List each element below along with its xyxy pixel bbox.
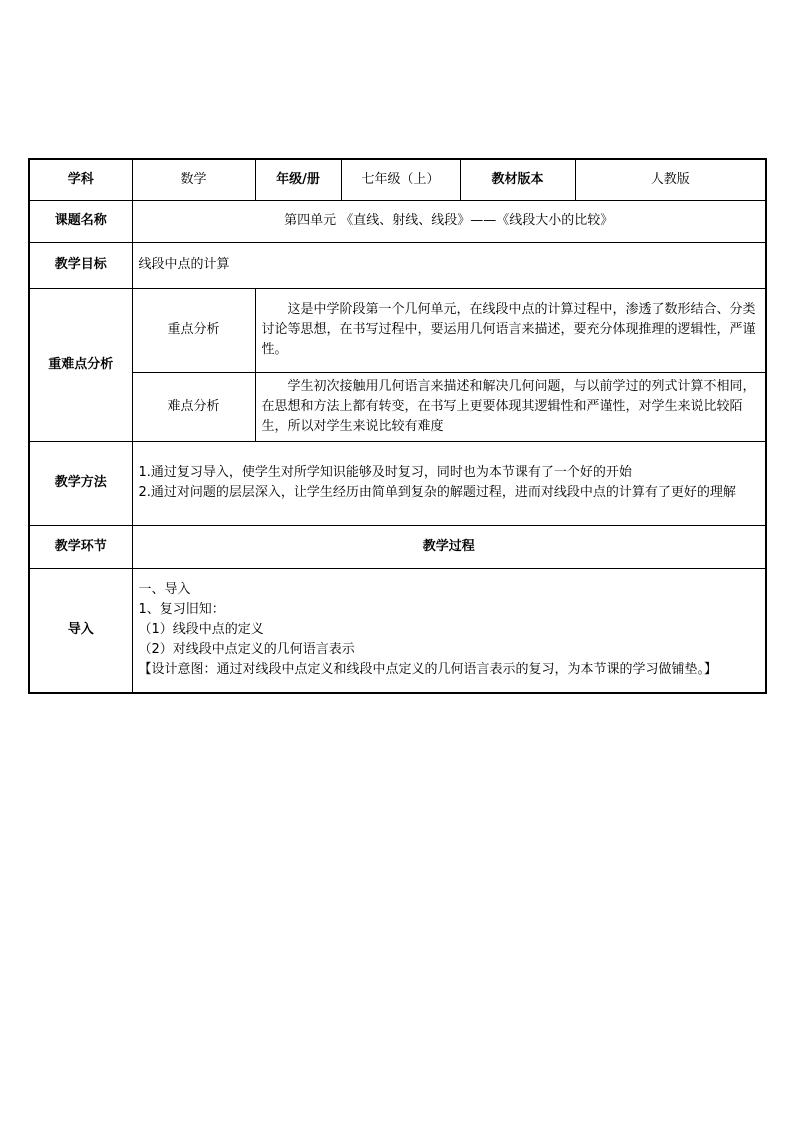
lesson-plan-table [28,158,767,694]
process-header-value: 教学过程 [132,525,766,568]
intro-label: 导入 [29,568,132,693]
subject-value: 数学 [132,159,255,200]
grade-label: 年级/册 [255,159,341,200]
difficult-analysis-text [255,372,766,441]
key-analysis-paragraph: 这是中学阶段第一个几何单元，在线段中点的计算过程中，渗透了数形结合、分类讨论等思想，在书写过程中，要运用几何语言来描述，要充分体现推理的逻辑性，严谨性。 [261,302,756,357]
intro-line-4: （2）对线段中点定义的几何语言表示 [138,642,355,658]
topic-label: 课题名称 [29,200,132,242]
edition-value: 人教版 [575,159,766,200]
goal-label: 教学目标 [29,242,132,288]
key-analysis-label: 重点分析 [132,288,255,372]
intro-line-2: 1、复习旧知： [138,602,225,618]
process-header-row [29,525,766,568]
edition-label: 教材版本 [460,159,575,200]
key-analysis-row [29,288,766,372]
key-analysis-text [255,288,766,372]
intro-line-1: 一、导入 [138,582,191,598]
intro-line-3: （1）线段中点的定义 [138,622,264,638]
header-row [29,159,766,200]
analysis-label: 重难点分析 [29,288,132,441]
difficult-analysis-paragraph: 学生初次接触用几何语言来描述和解决几何问题，与以前学过的列式计算不相同，在思想和方法上都有转变，在书写上更要体现其逻辑性和严谨性，对学生来说比较陌生，所以对学生来说比较有难度 [261,378,756,434]
method-line-2: 2.通过对问题的层层深入，让学生经历由简单到复杂的解题过程，进而对线段中点的计算有了更好的理解 [138,485,736,500]
intro-design-intent: 【设计意图：通过对线段中点定义和线段中点定义的几何语言表示的复习，为本节课的学习做铺垫。】 [138,662,718,678]
difficult-analysis-label: 难点分析 [132,372,255,441]
difficult-analysis-row [29,372,766,441]
subject-label: 学科 [29,159,132,200]
intro-row [29,568,766,693]
method-text [132,441,766,525]
topic-value: 第四单元 《直线、射线、线段》——《线段大小的比较》 [132,200,766,242]
method-row [29,441,766,525]
intro-content [132,568,766,693]
goal-row [29,242,766,288]
method-label: 教学方法 [29,441,132,525]
process-step-label: 教学环节 [29,525,132,568]
topic-row [29,200,766,242]
goal-value: 线段中点的计算 [132,242,766,288]
method-line-1: 1.通过复习导入，使学生对所学知识能够及时复习，同时也为本节课有了一个好的开始 [138,465,632,480]
grade-value: 七年级（上） [341,159,460,200]
